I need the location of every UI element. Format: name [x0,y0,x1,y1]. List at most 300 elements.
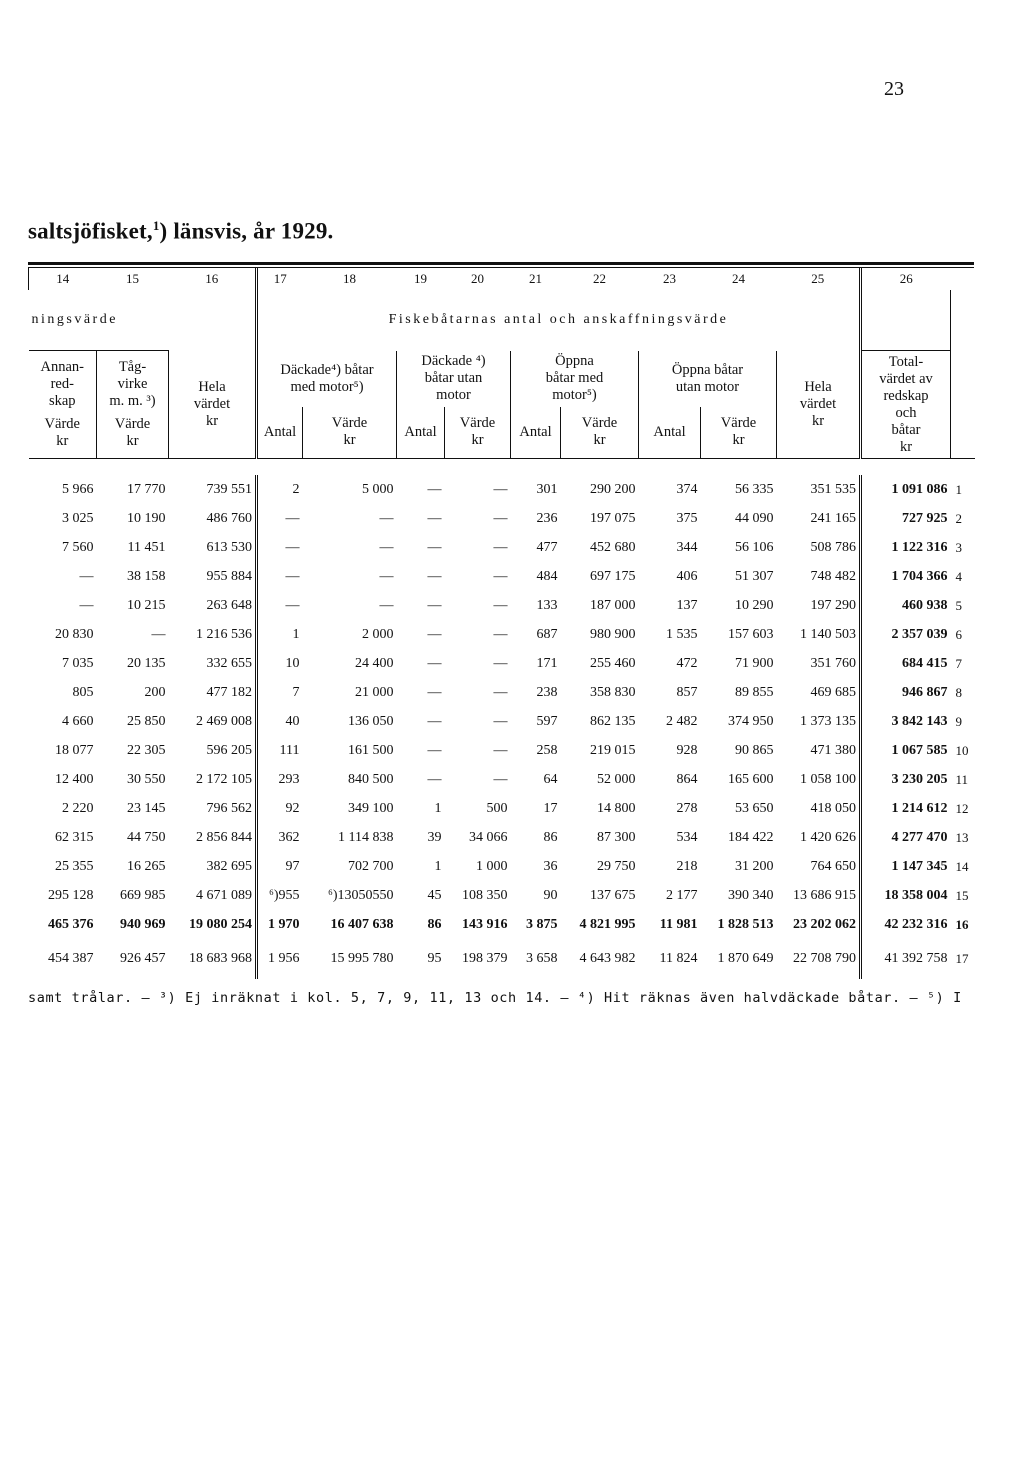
table-cell: 534 [676,829,698,845]
table-row [29,649,975,678]
dm-line: med motor⁵) [290,378,364,395]
total-line: och [895,404,917,421]
row-number: 3 [955,539,962,555]
table-cell: 51 307 [735,568,774,584]
table-cell: 460 938 [861,591,951,620]
table-cell: 29 750 [597,858,636,874]
table-cell: 418 050 [810,800,856,816]
table-cell: 452 680 [590,539,636,555]
dm-line: Däckade⁴) båtar [280,361,374,378]
table-cell: 24 400 [355,655,394,671]
table-cell: 25 355 [55,858,94,874]
table-cell: 22 305 [127,742,166,758]
table-cell: — [427,481,442,497]
varde-kr-header [445,407,511,459]
table-cell: — [493,771,508,787]
table-cell: 946 867 [861,678,951,707]
table-cell: 71 900 [735,655,774,671]
table-cell: 349 100 [348,800,394,816]
table-cell: 727 925 [861,504,951,533]
table-cell: — [493,742,508,758]
table-cell: 857 [676,684,698,700]
varde-kr-header [303,407,397,459]
table-cell: 236 [536,510,558,526]
table-cell: 1 956 [257,939,303,979]
hela-line: kr [205,412,219,429]
table-cell: 16 265 [127,858,166,874]
table-cell: 596 205 [206,742,252,758]
total-header [861,351,951,459]
table-cell: 19 080 254 [189,916,252,932]
table-row [29,620,975,649]
table-cell: 1 [434,858,442,874]
table-cell: 56 335 [735,481,774,497]
group-blank [861,290,951,351]
table-cell: 1 122 316 [861,533,951,562]
table-cell: 613 530 [206,539,252,555]
table-cell: 255 460 [590,655,636,671]
table-cell: 382 695 [206,858,252,874]
title-text: saltsjöfisket, [28,218,153,244]
table-cell: — [427,771,442,787]
row-number: 14 [955,858,969,874]
table-cell: 7 560 [62,539,94,555]
table-cell: 597 [536,713,558,729]
table-cell: — [493,713,508,729]
table-cell: 940 969 [120,916,166,932]
table-cell: 764 650 [810,858,856,874]
annan-header [29,351,97,459]
table-cell: 197 075 [590,510,636,526]
colnum: 22 [593,271,606,286]
table-row [29,707,975,736]
table-cell: 928 [676,742,698,758]
row-number: 9 [955,713,962,729]
total-line: värdet av [879,370,933,387]
group-left-label: ningsvärde [31,312,118,327]
table-row [29,562,975,591]
table-cell: 15 995 780 [330,951,394,966]
table-cell: — [493,481,508,497]
colnum-blank [951,268,975,290]
table-cell: 11 981 [659,916,698,932]
table-cell: 87 300 [597,829,636,845]
table-cell: 687 [536,626,558,642]
oppna-utan-header [639,351,777,407]
total-line: båtar [891,421,921,438]
table-cell: 862 135 [590,713,636,729]
table-cell: 796 562 [206,800,252,816]
header-row-1 [29,351,975,407]
table-cell: 39 [427,829,442,845]
table-cell: 748 482 [810,568,856,584]
table-cell: 22 708 790 [793,951,856,966]
table-cell: 1 058 100 [800,771,856,787]
table-row [29,591,975,620]
table-cell: — [493,655,508,671]
du-line: motor [436,387,471,403]
table-cell: 95 [427,951,442,966]
ou-line: Öppna båtar [671,361,744,378]
hela-line: värdet [193,395,231,412]
om-line: motor⁵) [552,387,597,403]
header-rule [29,459,975,476]
table-cell: 1 091 086 [861,475,951,504]
table-cell: 2 469 008 [196,713,252,729]
table-cell: — [427,684,442,700]
du-line: båtar utan [424,370,483,386]
row-number: 6 [955,626,962,642]
table-cell: 697 175 [590,568,636,584]
row-number: 12 [955,800,969,816]
column-number-row [29,268,975,290]
table-cell: 1 216 536 [196,626,252,642]
table-cell: 840 500 [348,771,394,787]
table-cell: 133 [536,597,558,613]
antal-header: Antal [397,407,445,459]
table-cell: 477 182 [206,684,252,700]
kr-label: kr [732,432,745,449]
antal-header: Antal [511,407,561,459]
varde-kr-header [701,407,777,459]
table-row [29,823,975,852]
total-line: kr [899,438,913,455]
table-cell: 62 315 [55,829,94,845]
table-row [29,910,975,939]
table-cell: — [257,591,303,620]
colnum: 23 [663,271,676,286]
table-cell: — [493,597,508,613]
table-cell: 161 500 [348,742,394,758]
table-cell: — [427,597,442,613]
table-cell: 10 190 [127,510,166,526]
table-cell: — [257,533,303,562]
table-cell: — [79,597,94,613]
table-cell: 2 [257,475,303,504]
table-cell: 1 704 366 [861,562,951,591]
varde-kr-header [561,407,639,459]
table-cell: 3 025 [62,510,94,526]
table-cell: — [493,568,508,584]
table-cell: 1 870 649 [717,951,774,966]
table-row [29,678,975,707]
table-cell: 4 671 089 [196,887,252,903]
table-cell: 351 535 [810,481,856,497]
table-cell: 23 202 062 [793,916,856,932]
table-cell: — [427,568,442,584]
table-cell: 926 457 [120,951,166,966]
table-cell: 1 535 [666,626,698,642]
table-cell: — [427,655,442,671]
row-number: 4 [955,568,962,584]
table-cell: — [493,626,508,642]
table-cell: 471 380 [810,742,856,758]
table-cell: 864 [676,771,698,787]
table-cell: — [379,539,394,555]
row-number: 8 [955,684,962,700]
du-line: Däckade ⁴) [421,353,486,369]
table-cell: 2 856 844 [196,829,252,845]
total-line: Total- [888,353,924,370]
table-cell: — [493,684,508,700]
colnum: 18 [343,271,356,286]
table-cell: 18 077 [55,742,94,758]
table-cell: 4 277 470 [861,823,951,852]
table-cell: 16 407 638 [330,916,394,932]
table-cell: 739 551 [206,481,252,497]
table-cell: — [257,504,303,533]
table-cell: 469 685 [810,684,856,700]
colnum: 20 [471,271,484,286]
colnum: 15 [126,271,139,286]
table-cell: 23 145 [127,800,166,816]
hela2-line: värdet [799,395,837,412]
page-number: 23 [884,78,904,100]
table-cell: 10 [257,649,303,678]
table-cell: 684 415 [861,649,951,678]
varde-label: Värde [720,415,757,432]
colnum: 16 [205,271,219,286]
table-body [29,459,975,980]
table-cell: 10 215 [127,597,166,613]
row-number: 15 [955,887,969,903]
table-cell: 198 379 [462,951,508,966]
colnum: 25 [811,271,825,286]
table-cell: 406 [676,568,698,584]
table-cell: 1 [257,620,303,649]
table-cell: — [493,510,508,526]
table-cell: 1 970 [257,910,303,939]
table-row [29,504,975,533]
table-cell: 219 015 [590,742,636,758]
table-cell: 111 [257,736,303,765]
table-cell: 42 232 316 [861,910,951,939]
colnum: 26 [861,268,951,290]
title-footnote-ref: 1 [152,218,160,233]
table-cell: 508 786 [810,539,856,555]
tagvirke-header [97,351,169,459]
varde-label: Värde [581,415,618,432]
table-cell: 374 950 [728,713,774,729]
row-number: 10 [955,742,969,758]
table-cell: 3 230 205 [861,765,951,794]
table-cell: 2 220 [62,800,94,816]
table-cell: 484 [536,568,558,584]
table-cell: 17 770 [127,481,166,497]
table-cell: 14 800 [597,800,636,816]
row-number: 1 [955,481,962,497]
table-cell: 278 [676,800,698,816]
table-cell: 4 643 982 [579,951,636,966]
table-cell: 20 135 [127,655,166,671]
kr-label: kr [343,432,356,449]
table-cell: 187 000 [590,597,636,613]
table-cell: 465 376 [48,916,94,932]
table-cell: ⁶)955 [257,881,303,910]
table-cell: 472 [676,655,698,671]
table-cell: 3 842 143 [861,707,951,736]
table-row [29,852,975,881]
table-cell: 477 [536,539,558,555]
table-cell: 86 [543,829,558,845]
table-row [29,881,975,910]
table-cell: 218 [676,858,698,874]
colnum: 24 [732,271,745,286]
table-cell: 454 387 [48,951,94,966]
table-cell: — [379,597,394,613]
table-cell: 184 422 [728,829,774,845]
varde-label: Värde [44,416,80,432]
table-cell: 238 [536,684,558,700]
tag-line: Tåg- [118,359,147,375]
table-cell: 1 [434,800,442,816]
annan-line: red- [50,376,74,392]
tag-line: m. m. ³) [109,393,156,409]
kr-label: kr [56,433,69,449]
table-cell: 53 650 [735,800,774,816]
table-cell: 1 140 503 [800,626,856,642]
table-cell: 31 200 [735,858,774,874]
row-number: 16 [955,916,969,932]
table-cell: ⁶)13050550 [327,887,394,903]
table-row [29,794,975,823]
table-cell: 45 [427,887,442,903]
table-cell: 1 214 612 [861,794,951,823]
hela-line: Hela [198,378,226,395]
table-cell: 44 750 [127,829,166,845]
table-cell: 263 648 [206,597,252,613]
varde-label: Värde [331,415,368,432]
table-cell: — [379,568,394,584]
table-cell: 200 [144,684,166,700]
table-cell: 56 106 [735,539,774,555]
table-cell: 805 [72,684,94,700]
hela-header [169,351,257,459]
table-cell: 17 [543,800,558,816]
table-row [29,533,975,562]
table-cell: 41 392 758 [861,939,951,979]
table-cell: 36 [543,858,558,874]
header-rule-row [29,459,975,476]
table-cell: — [427,510,442,526]
table-cell: — [151,626,166,642]
table-cell: 34 066 [469,829,508,845]
table-cell: 669 985 [120,887,166,903]
varde-label: Värde [459,415,496,432]
table-cell: 165 600 [728,771,774,787]
table-cell: 500 [486,800,508,816]
table-cell: 89 855 [735,684,774,700]
table-cell: 136 050 [348,713,394,729]
table-cell: 2 482 [666,713,698,729]
antal-header: Antal [257,407,303,459]
table-cell: 295 128 [48,887,94,903]
hela2-header [777,351,861,459]
table-cell: 30 550 [127,771,166,787]
table-cell: 702 700 [348,858,394,874]
table-cell: 20 830 [55,626,94,642]
row-number: 11 [955,771,969,787]
row-number: 17 [955,951,969,966]
table-cell: 21 000 [355,684,394,700]
table-cell: — [379,510,394,526]
table-cell: 197 290 [810,597,856,613]
table-cell: — [427,742,442,758]
table-cell: 1 114 838 [338,829,394,845]
table-cell: 2 357 039 [861,620,951,649]
table-cell: 18 683 968 [189,951,252,966]
statistics-table [28,268,975,979]
table-row [29,939,975,979]
kr-label: kr [126,433,139,449]
table-cell: 7 035 [62,655,94,671]
colnum: 14 [29,268,97,290]
hela2-line: Hela [804,378,832,395]
table-cell: 332 655 [206,655,252,671]
table-cell: 955 884 [206,568,252,584]
table-cell: 157 603 [728,626,774,642]
table-cell: 980 900 [590,626,636,642]
row-number: 2 [955,510,962,526]
table-cell: 12 400 [55,771,94,787]
table-cell: 137 [676,597,698,613]
table-cell: 4 660 [62,713,94,729]
table-cell: 97 [257,852,303,881]
colnum: 21 [529,271,542,286]
table-cell: — [79,568,94,584]
table-cell: 293 [257,765,303,794]
hela2-line: kr [811,412,825,429]
footnote: samt trålar. — ³) Ej inräknat i kol. 5, 7, 9, 11, 13 och 14. — ⁴) Hit räknas även halvdäckade båtar. — ⁵) I [28,990,962,1006]
table-cell: 38 158 [127,568,166,584]
varde-label: Värde [114,416,151,432]
table-cell: 1 828 513 [717,916,774,932]
table-cell: 2 172 105 [196,771,252,787]
table-cell: 3 658 [526,951,558,966]
table-cell: 241 165 [810,510,856,526]
table-cell: 90 [543,887,558,903]
om-line: båtar med [545,370,604,386]
table-cell: 40 [257,707,303,736]
table-cell: 290 200 [590,481,636,497]
dackade-med-header [257,351,397,407]
table-cell: — [427,713,442,729]
group-header-row [29,290,975,351]
annan-line: skap [48,393,76,409]
page-title [28,218,334,245]
table-cell: 11 824 [659,951,698,966]
table-cell: 1 147 345 [861,852,951,881]
table-row [29,736,975,765]
om-line: Öppna [555,353,594,369]
table-cell: 344 [676,539,698,555]
table-cell: 2 177 [666,887,698,903]
table-cell: 44 090 [735,510,774,526]
kr-label: kr [593,432,606,449]
table-cell: 143 916 [462,916,508,932]
table-cell: 1 067 585 [861,736,951,765]
rownum-header [951,351,975,459]
table-cell: 390 340 [728,887,774,903]
table-cell: 92 [257,794,303,823]
row-number: 7 [955,655,962,671]
table-cell: 1 420 626 [800,829,856,845]
table-cell: 108 350 [462,887,508,903]
table-cell: 5 966 [62,481,94,497]
table-cell: 25 850 [127,713,166,729]
table-cell: 52 000 [597,771,636,787]
table-cell: 7 [257,678,303,707]
